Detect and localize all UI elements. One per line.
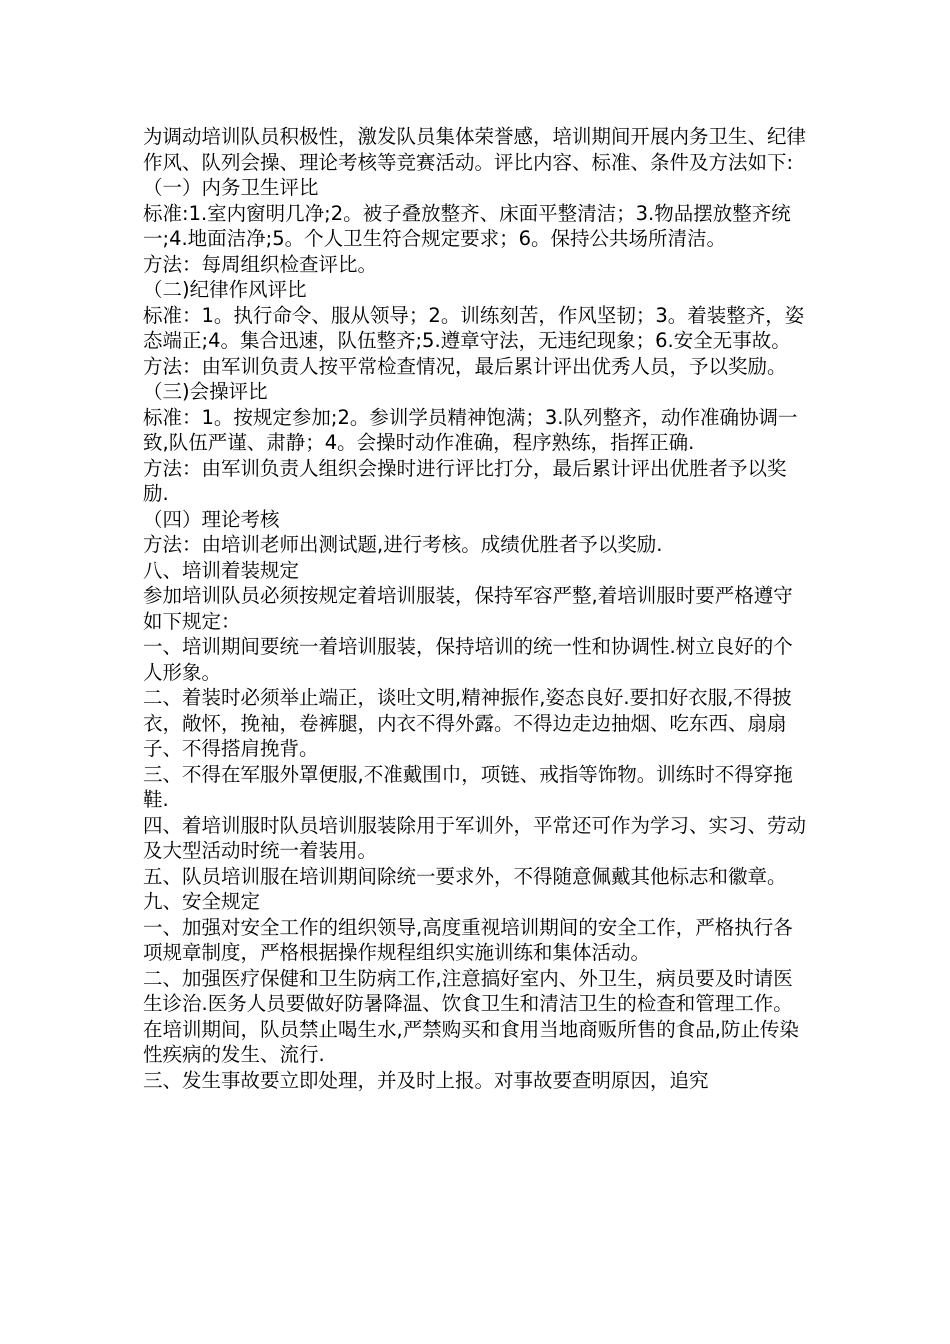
theory-method: 方法：由培训老师出测试题,进行考核。成绩优胜者予以奖励.: [143, 533, 663, 556]
section-heading-housekeeping: （一）内务卫生评比: [143, 176, 319, 199]
chapter-heading-safety: 九、安全规定: [143, 890, 261, 913]
housekeeping-method: 方法：每周组织检查评比。: [143, 252, 378, 276]
chapter-heading-dress-code: 八、培训着装规定: [143, 558, 300, 582]
section-heading-drill: （三)会操评比: [143, 380, 268, 403]
discipline-method: 方法：由军训负责人按平常检查情况，最后累计评出优秀人员，予以奖励。: [143, 354, 787, 378]
discipline-standard: 标准：1。执行命令、服从领导；2。训练刻苦，作风坚韧；3。着装整齐，姿态端正;4。集合迅速，队伍整齐;5.遵章守法，无违纪现象；6.安全无事故。: [143, 303, 805, 352]
dress-code-item-1: 一、培训期间要统一着培训服装，保持培训的统一性和协调性.树立良好的个人形象。: [143, 635, 793, 684]
intro-paragraph: 为调动培训队员积极性，激发队员集体荣誉感，培训期间开展内务卫生、纪律作风、队列会操、理论考核等竞赛活动。评比内容、标准、条件及方法如下:: [143, 125, 807, 174]
drill-method: 方法：由军训负责人组织会操时进行评比打分，最后累计评出优胜者予以奖励.: [143, 456, 787, 505]
dress-code-item-3: 三、不得在军服外罩便服,不准戴围巾，项链、戒指等饰物。训练时不得穿拖鞋.: [143, 762, 793, 811]
document-page: [143, 124, 808, 1093]
dress-code-item-4: 四、着培训服时队员培训服装除用于军训外，平常还可作为学习、实习、劳动及大型活动时统一着装用。: [143, 813, 807, 862]
housekeeping-standard: 标准:1.室内窗明几净;2。被子叠放整齐、床面平整清洁；3.物品摆放整齐统一;4.地面洁净;5。个人卫生符合规定要求；6。保持公共场所清洁。: [143, 201, 791, 250]
drill-standard: 标准：1。按规定参加;2。参训学员精神饱满；3.队列整齐，动作准确协调一致,队伍严谨、肃静；4。会操时动作准确，程序熟练，指挥正确.: [143, 405, 798, 454]
section-heading-theory: （四）理论考核: [143, 507, 280, 531]
dress-code-item-5: 五、队员培训服在培训期间除统一要求外，不得随意佩戴其他标志和徽章。: [143, 864, 787, 888]
dress-code-intro: 参加培训队员必须按规定着培训服装，保持军容严整,着培训服时要严格遵守如下规定：: [143, 584, 793, 633]
dress-code-item-2: 二、着装时必须举止端正，谈吐文明,精神振作,姿态良好.要扣好衣服,不得披衣，敞怀，挽袖，卷裤腿，内衣不得外露。不得边走边抽烟、吃东西、扇扇子、不得搭肩挽背。: [143, 686, 792, 760]
safety-item-3: 三、发生事故要立即处理，并及时上报。对事故要查明原因，追究: [143, 1068, 709, 1092]
section-heading-discipline: （二)纪律作风评比: [143, 278, 307, 301]
safety-item-1: 一、加强对安全工作的组织领导,高度重视培训期间的安全工作，严格执行各项规章制度，严格根据操作规程组织实施训练和集体活动。: [143, 915, 793, 964]
safety-item-2: 二、加强医疗保健和卫生防病工作,注意搞好室内、外卫生，病员要及时请医生诊治.医务人员要做好防暑降温、饮食卫生和清洁卫生的检查和管理工作。在培训期间，队员禁止喝生水,严禁购买和食用当地商贩所售的食品,防止传染性疾病的发生、流行.: [143, 966, 799, 1066]
